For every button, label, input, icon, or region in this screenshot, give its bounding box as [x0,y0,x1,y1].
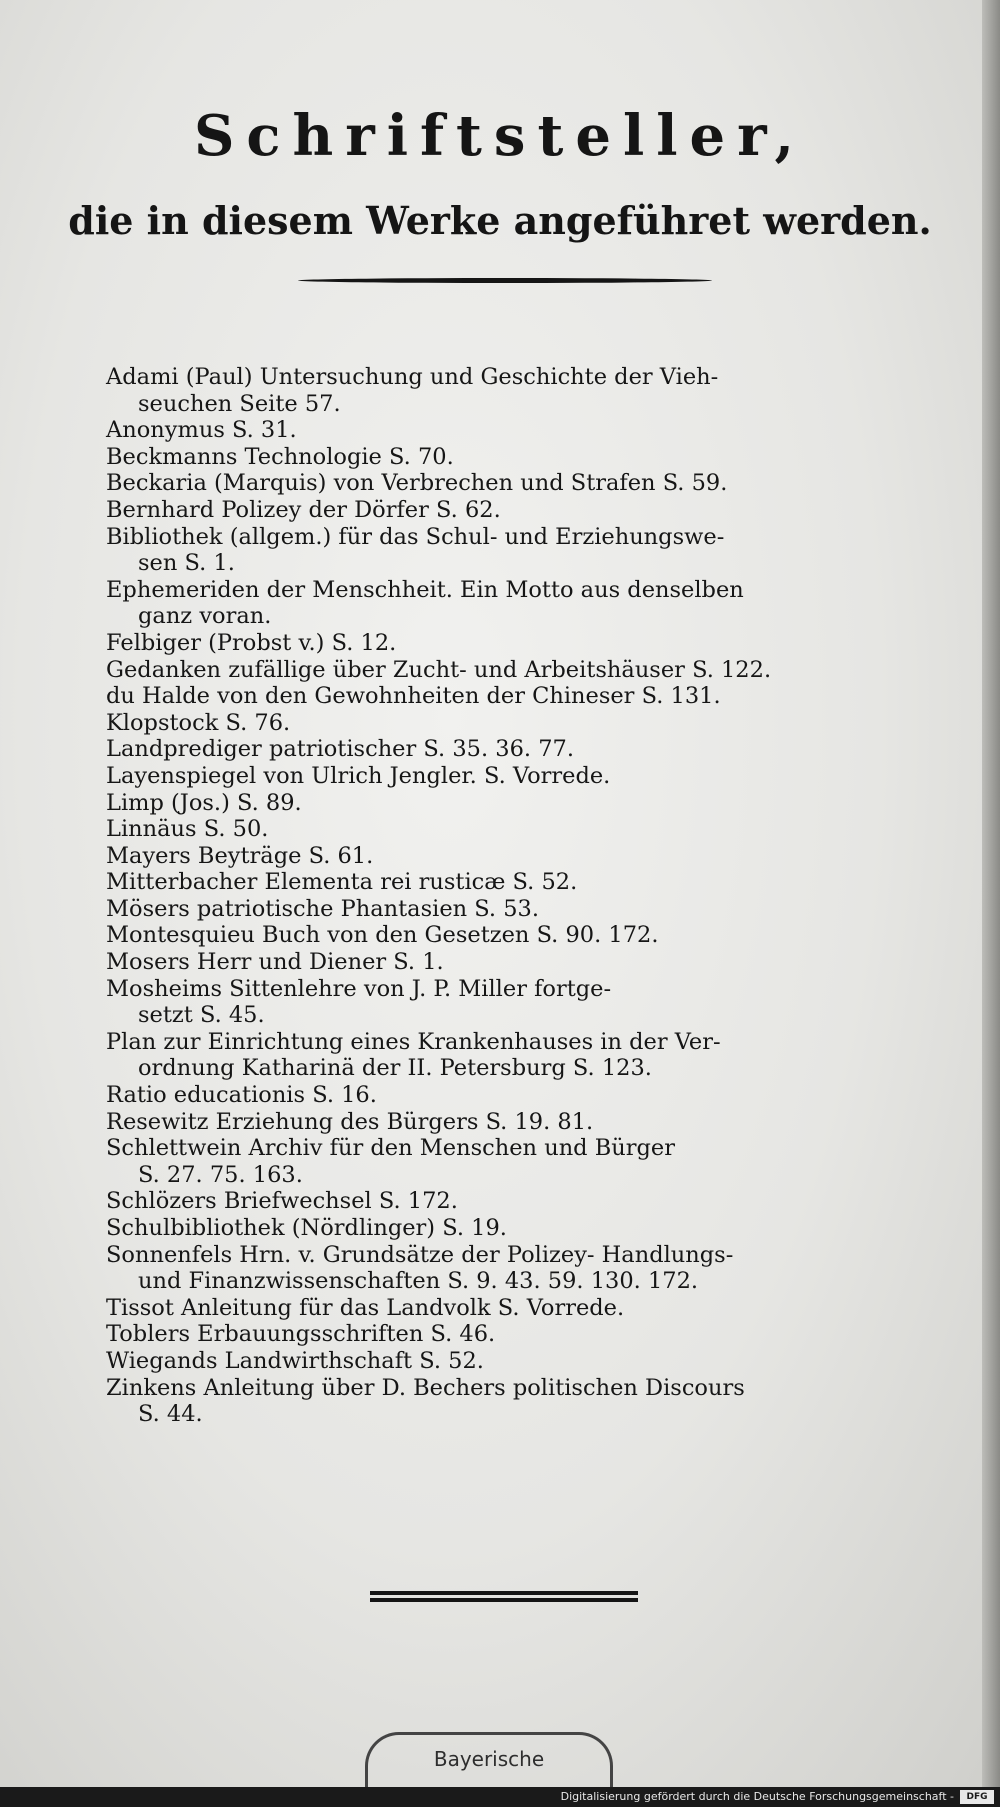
rule-line-upper [370,1591,638,1595]
rule-line-lower [370,1598,638,1602]
index-entry: Toblers Erbauungsschriften S. 46. [106,1321,496,1348]
index-entry-continuation: seuchen Seite 57. [138,390,341,417]
index-entry: Schulbibliothek (Nördlinger) S. 19. [106,1215,507,1241]
page-subtitle: die in diesem Werke angeführet werden. [68,198,932,243]
author-index-list [106,364,886,1428]
index-entry: Anonymus S. 31. [106,417,297,444]
page-title: Schriftsteller, [193,103,807,169]
index-entry: Montesquieu Buch von den Gesetzen S. 90. 172. [106,922,659,949]
index-entry: Zinkens Anleitung über D. Bechers politischen Discours [106,1374,745,1401]
library-stamp: Bayerische [365,1732,613,1787]
index-entry: Mayers Beyträge S. 61. [106,842,374,869]
index-entry: Schlözers Briefwechsel S. 172. [106,1188,458,1215]
index-entry: Bibliothek (allgem.) für das Schul- und Erziehungswe- [106,523,725,550]
index-entry: Sonnenfels Hrn. v. Grundsätze der Polizey- Handlungs- [106,1241,734,1268]
index-entry-continuation: ganz voran. [138,603,272,630]
index-entry: Tissot Anleitung für das Landvolk S. Vorrede. [106,1294,625,1321]
index-entry: Felbiger (Probst v.) S. 12. [106,629,397,656]
page-edge-shadow [982,0,1000,1787]
index-entry: Mosheims Sittenlehre von J. P. Miller fortge- [106,975,612,1002]
index-entry-continuation: ordnung Katharinä der II. Petersburg S. 123. [138,1055,652,1082]
index-entry: Linnäus S. 50. [106,816,269,843]
index-entry: du Halde von den Gewohnheiten der Chineser S. 131. [106,683,721,710]
index-entry-continuation: setzt S. 45. [138,1002,265,1029]
index-entry: Schlettwein Archiv für den Menschen und Bürger [106,1135,675,1162]
index-entry: Beckmanns Technologie S. 70. [106,443,454,470]
decorative-rule-bottom [370,1591,638,1602]
index-entry-continuation: S. 44. [138,1401,203,1428]
index-entry: Landprediger patriotischer S. 35. 36. 77. [106,736,574,763]
index-entry: Ratio educationis S. 16. [106,1082,377,1109]
index-entry: Beckaria (Marquis) von Verbrechen und Strafen S. 59. [106,470,728,497]
index-entry: Klopstock S. 76. [106,709,291,736]
index-entry: Gedanken zufällige über Zucht- und Arbeitshäuser S. 122. [106,656,772,683]
index-entry: Adami (Paul) Untersuchung und Geschichte der Vieh- [106,364,719,390]
index-entry: Layenspiegel von Ulrich Jengler. S. Vorrede. [106,762,611,789]
decorative-rule-top [298,278,712,283]
index-entry: Ephemeriden der Menschheit. Ein Motto aus denselben [106,576,744,603]
index-entry: Mösers patriotische Phantasien S. 53. [106,895,539,922]
index-entry-continuation: S. 27. 75. 163. [138,1161,303,1188]
index-entry: Wiegands Landwirthschaft S. 52. [106,1347,484,1374]
index-entry: Mosers Herr und Diener S. 1. [106,949,444,976]
index-entry: Resewitz Erziehung des Bürgers S. 19. 81. [106,1108,594,1135]
dfg-logo-icon: DFG [960,1790,994,1804]
index-entry: Mitterbacher Elementa rei rusticæ S. 52. [106,869,578,896]
index-entry-continuation: sen S. 1. [138,550,235,577]
digitization-credit: Digitalisierung gefördert durch die Deutsche Forschungsgemeinschaft - [560,1790,954,1803]
index-entry: Limp (Jos.) S. 89. [106,789,302,816]
index-entry: Plan zur Einrichtung eines Krankenhauses in der Ver- [106,1028,721,1055]
index-entry-continuation: und Finanzwissenschaften S. 9. 43. 59. 130. 172. [138,1268,699,1295]
index-entry: Bernhard Polizey der Dörfer S. 62. [106,496,501,523]
